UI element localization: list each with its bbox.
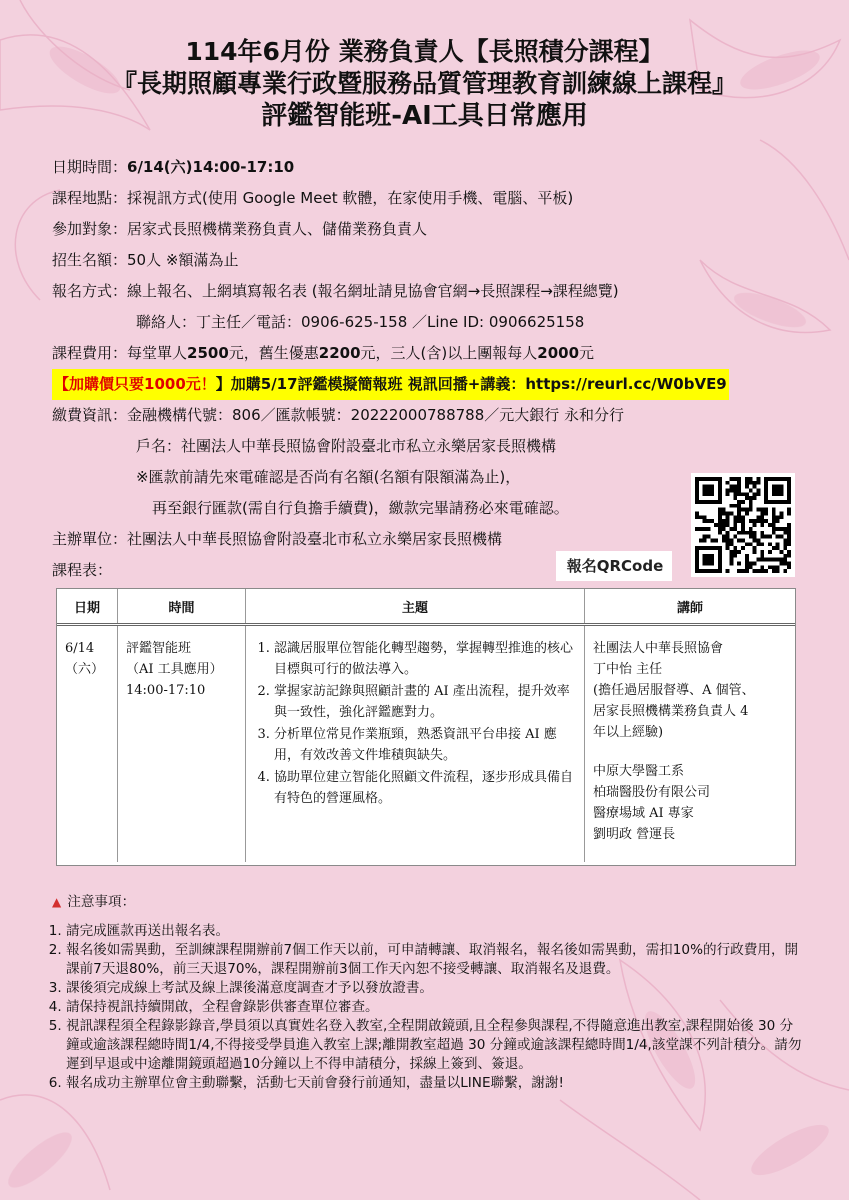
register-label: 報名方式： [52, 282, 128, 300]
quota-label: 招生名額： [52, 251, 128, 269]
registration-qr-code[interactable] [691, 473, 795, 577]
cell-topics [246, 625, 585, 863]
schedule-label: 課程表： [52, 561, 113, 579]
audience-value: 居家式長照機構業務負責人、儲備業務負責人 [127, 220, 428, 238]
note-item: 4. 請保持視訊持續開啟，全程會錄影供審查單位審查。 [66, 998, 804, 1017]
location-value: 採視訊方式(使用 Google Meet 軟體，在家使用手機、電腦、平板) [127, 189, 574, 207]
promo-row [52, 369, 812, 400]
header-topic: 主題 [246, 589, 585, 625]
payment-note-2: 再至銀行匯款(需自行負擔手續費)，繳款完畢請務必來電確認。 [152, 499, 569, 517]
register-row [52, 276, 812, 307]
cell-lecturers: 社團法人中華長照協會 丁中怡 主任 (擔任過居服督導、A 個管、 居家長照機構業務負責人 4 年以上經驗) 中原大學醫工系 柏瑞醫股份有限公司 醫療場域 AI 專家 劉明政 營運長 [593, 641, 755, 842]
register-value: 線上報名、上網填寫報名表 (報名網址請見協會官網→長照課程→課程總覽) [127, 282, 619, 300]
page-header [0, 36, 849, 132]
table-row [57, 625, 795, 863]
note-item: 1. 請完成匯款再送出報名表。 [66, 922, 804, 941]
contact-row [52, 307, 812, 338]
note-item: 3. 課後須完成線上考試及線上課後滿意度調查才予以發放證書。 [66, 979, 804, 998]
cell-date: 6/14 （六） [57, 625, 118, 863]
header-time: 時間 [118, 589, 246, 625]
topic-item: 3. 分析單位常見作業瓶頸，熟悉資訊平台串接 AI 應用，有效改善文件堆積與缺失。 [274, 724, 578, 766]
account-name: 戶名：社團法人中華長照協會附設臺北市私立永樂居家長照機構 [136, 437, 557, 455]
location-row [52, 183, 812, 214]
topic-item: 2. 掌握家訪記錄與照顧計畫的 AI 產出流程，提升效率與一致性，強化評鑑應對力。 [274, 681, 578, 723]
date-row [52, 152, 812, 183]
cell-time: 評鑑智能班 （AI 工具應用） 14:00-17:10 [118, 625, 246, 863]
contact-value: 聯絡人：丁主任／電話：0906-625-158 ／Line ID: 0906625158 [136, 313, 585, 331]
payment-note-1: ※匯款前請先來電確認是否尚有名額(名額有限額滿為止)， [136, 468, 521, 486]
location-label: 課程地點： [52, 189, 128, 207]
table-header-row [57, 589, 795, 625]
qr-code-icon [695, 477, 791, 573]
account-name-row [52, 431, 812, 462]
payment-row [52, 400, 812, 431]
title-line-2: 『長期照顧專業行政暨服務品質管理教育訓練線上課程』 [111, 69, 737, 98]
quota-value: 50人 ※額滿為止 [127, 251, 239, 269]
warning-triangle-icon: ▲ [52, 894, 62, 909]
header-lecturer: 講師 [585, 589, 796, 625]
topic-item: 1. 認識居服單位智能化轉型趨勢，掌握轉型推進的核心目標與可行的做法導入。 [274, 638, 578, 680]
fee-label: 課程費用： [52, 344, 128, 362]
fee-value: 每堂單人2500元，舊生優惠2200元，三人(含)以上團報每人2000元 [127, 344, 595, 362]
host-label: 主辦單位： [52, 530, 128, 548]
notes-heading [52, 892, 804, 912]
note-item: 6. 報名成功主辦單位會主動聯繫，活動七天前會發行前通知，盡量以LINE聯繫，謝謝! [66, 1074, 804, 1093]
qr-label-badge [556, 551, 680, 581]
note-item: 5. 視訊課程須全程錄影錄音,學員須以真實姓名登入教室,全程開啟鏡頭,且全程參與課程,不得隨意進出教室,課程開始後 30 分鐘或逾該課程總時間1/4,不得接受學員進入教室上課;離開教室超過 30 分鐘或逾該課程總時間1/4,該堂課不列計積分。請勿遲到早退或中途離開鏡頭超過10分鐘以上不得申請積分，採線上簽到、簽退。 [66, 1017, 804, 1074]
date-label: 日期時間： [52, 158, 128, 176]
audience-label: 參加對象： [52, 220, 128, 238]
title-line-1: 114年6月份 業務負責人【長照積分課程】 [185, 37, 664, 66]
schedule-table [56, 588, 796, 866]
title-line-3: 評鑑智能班-AI工具日常應用 [261, 101, 588, 131]
fee-row [52, 338, 812, 369]
notes-title: 注意事項： [67, 893, 136, 910]
date-value: 6/14(六)14:00-17:10 [127, 158, 295, 176]
header-date: 日期 [57, 589, 118, 625]
notes-section [52, 892, 804, 1093]
qr-label: 報名QRCode [566, 557, 664, 575]
promo-banner[interactable]: 【加購價只要1000元！】加購5/17評鑑模擬簡報班 視訊回播+講義：https://reurl.cc/W0bVE9 [52, 369, 729, 400]
note-item: 2. 報名後如需異動，至訓練課程開辦前7個工作天以前，可申請轉讓、取消報名，報名後如需異動，需扣10%的行政費用，開課前7天退80%，前三天退70%，課程開辦前3個工作天內恕不接受轉讓、取消報名及退費。 [66, 941, 804, 979]
quota-row [52, 245, 812, 276]
payment-value: 金融機構代號：806／匯款帳號：20222000788788／元大銀行 永和分行 [127, 406, 625, 424]
payment-label: 繳費資訊： [52, 406, 128, 424]
topic-item: 4. 協助單位建立智能化照顧文件流程，逐步形成具備自有特色的營運風格。 [274, 767, 578, 809]
audience-row [52, 214, 812, 245]
host-value: 社團法人中華長照協會附設臺北市私立永樂居家長照機構 [127, 530, 503, 548]
